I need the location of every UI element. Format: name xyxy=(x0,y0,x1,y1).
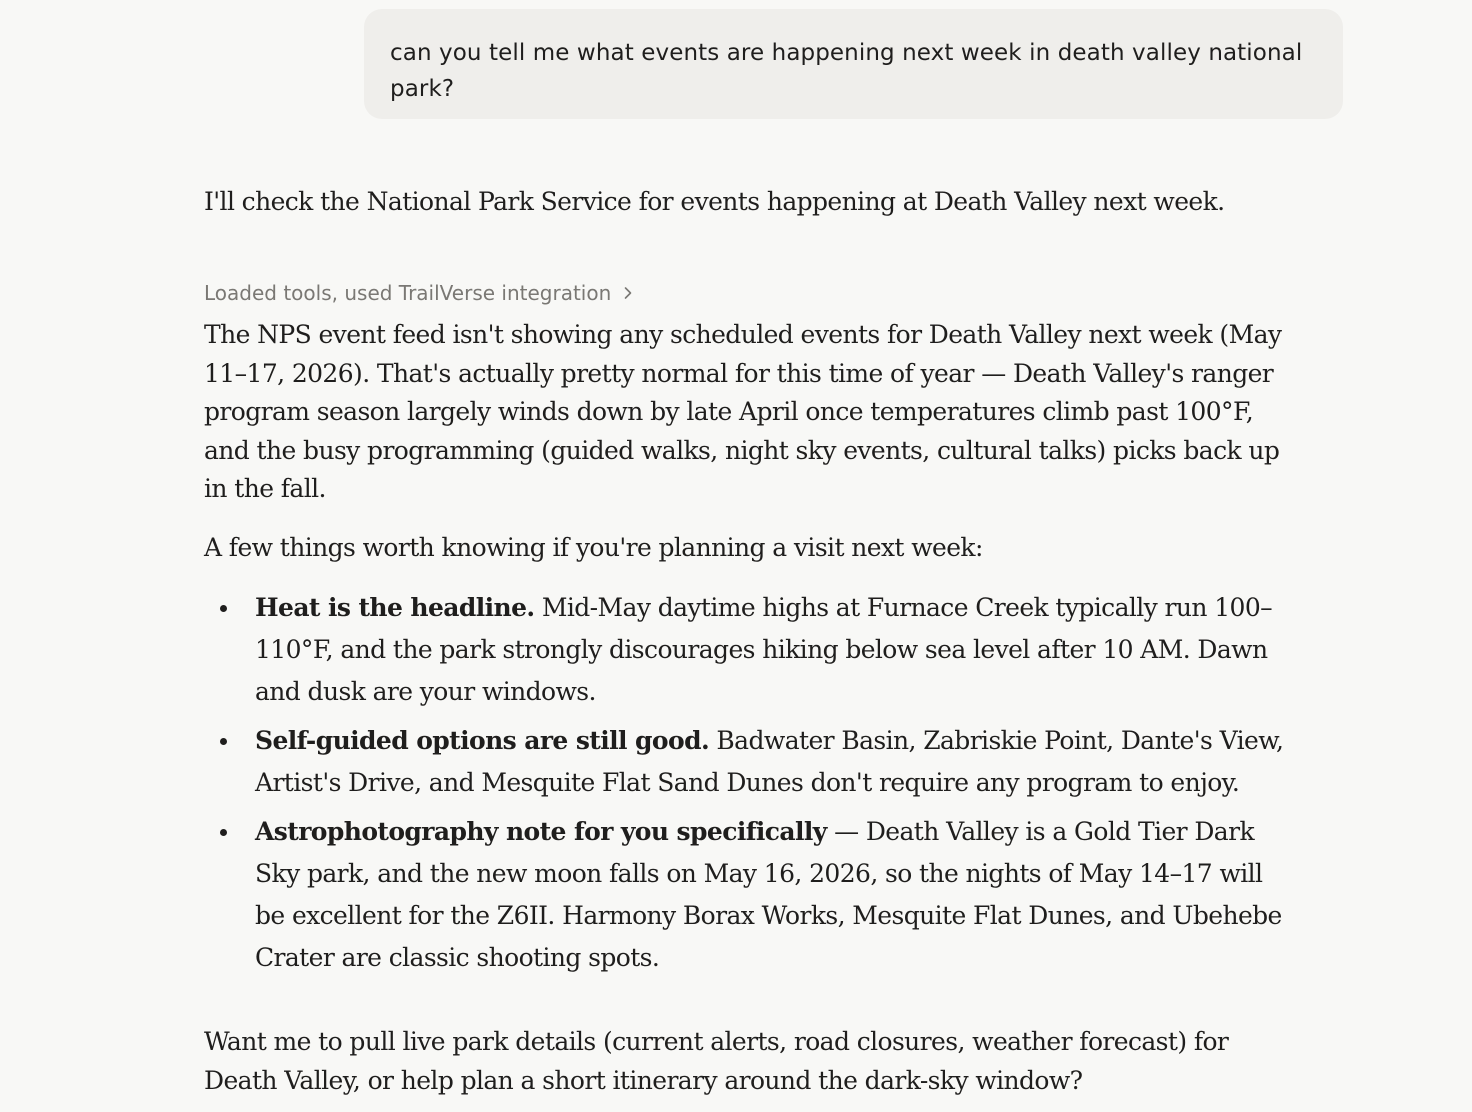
response-paragraph-events: The NPS event feed isn't showing any scheduled events for Death Valley next week (May 11–17, 2026). That's actually pretty normal for this time of year — Death Valley's ranger program season largely winds down by late April once temperatures climb past 100°F, and the busy programming (guided walks, night sky events, cultural talks) picks back up in the fall. xyxy=(204,320,1282,503)
list-item-text: Badwater Basin, Zabriskie Point, Dante's View, Artist's Drive, and Mesquite Flat Sand Dunes don't require any program to enjoy. xyxy=(255,726,1284,797)
list-item-heading: Astrophotography note for you specifically xyxy=(255,817,827,846)
list-item-heading: Self-guided options are still good. xyxy=(255,726,710,755)
tool-usage-label: Loaded tools, used TrailVerse integration xyxy=(204,281,612,305)
list-item xyxy=(204,587,1289,713)
assistant-response xyxy=(204,182,1289,1100)
bullet-icon xyxy=(220,605,227,612)
list-item xyxy=(204,720,1289,804)
tool-usage-toggle[interactable] xyxy=(204,278,1289,308)
response-paragraph-tips-intro: A few things worth knowing if you're planning a visit next week: xyxy=(204,532,983,562)
bullet-icon xyxy=(220,738,227,745)
tips-list xyxy=(204,587,1289,979)
assistant-intro: I'll check the National Park Service for events happening at Death Valley next week. xyxy=(204,187,1225,216)
list-item xyxy=(204,811,1289,979)
list-item-text: Mid-May daytime highs at Furnace Creek typically run 100–110°F, and the park strongly discourages hiking below sea level after 10 AM. Dawn and dusk are your windows. xyxy=(255,593,1273,706)
list-item-text: — Death Valley is a Gold Tier Dark Sky park, and the new moon falls on May 16, 2026, so the nights of May 14–17 will be excellent for the Z6II. Harmony Borax Works, Mesquite Flat Dunes, and Ubehebe Crater are classic shooting spots. xyxy=(255,817,1282,972)
list-item-heading: Heat is the headline. xyxy=(255,593,535,622)
chevron-right-icon xyxy=(623,286,633,300)
response-paragraph-followup: Want me to pull live park details (current alerts, road closures, weather forecast) for Death Valley, or help plan a short itinerary around the dark-sky window? xyxy=(204,1027,1229,1095)
user-message-bubble xyxy=(364,9,1343,119)
bullet-icon xyxy=(220,829,227,836)
user-message-text: can you tell me what events are happening next week in death valley national park? xyxy=(390,40,1303,102)
